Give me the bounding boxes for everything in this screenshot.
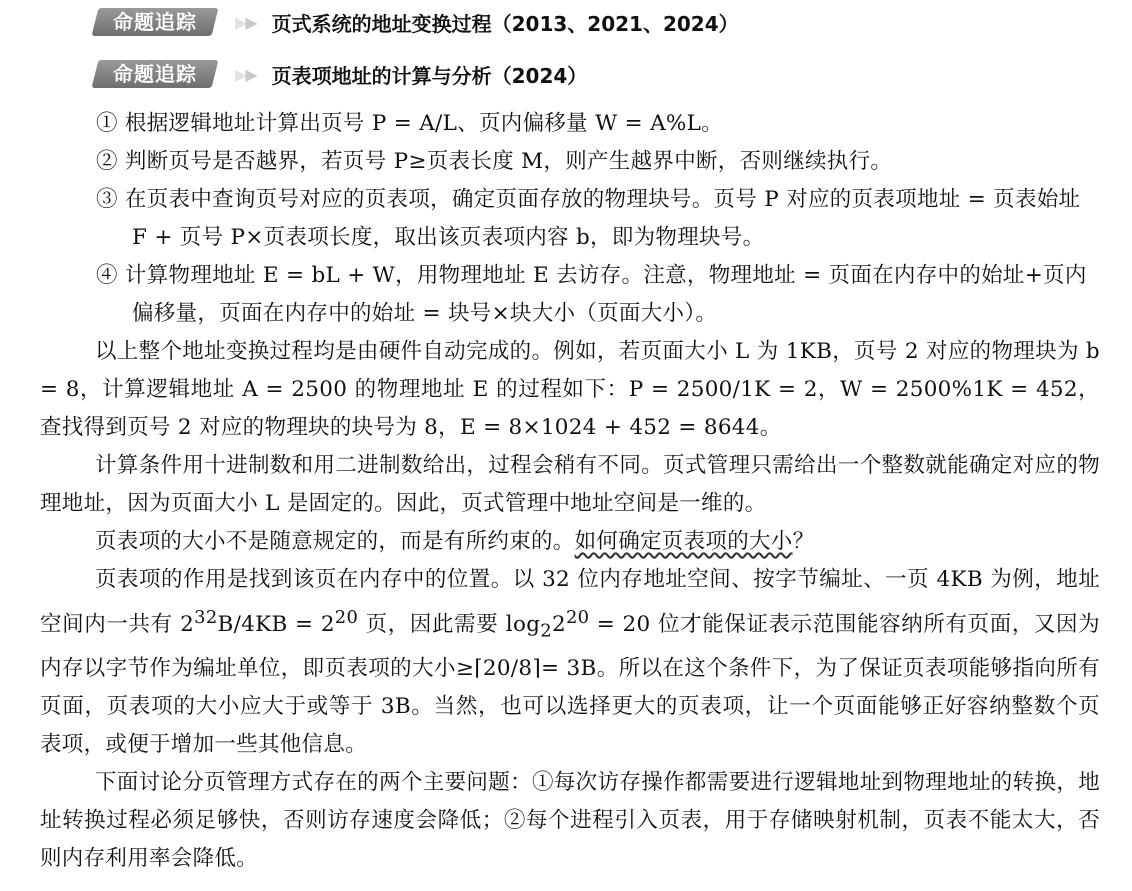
emphasis-question: 如何确定页表项的大小 (574, 529, 793, 554)
paragraph-page-entry-size: 页表项的大小不是随意规定的，而是有所约束的。如何确定页表项的大小？ (95, 529, 815, 554)
step-1: ① 根据逻辑地址计算出页号 P = A/L、页内偏移量 W = A%L。 (96, 111, 724, 136)
topic-tag-2 (95, 58, 587, 90)
step-4: ④ 计算物理地址 E = bL + W，用物理地址 E 去访存。注意，物理地址 = 页面在内存中的始址+页内偏移量，页面在内存中的始址 = 块号×块大小（页面大小）。 (96, 263, 1087, 326)
paragraph-one-dimensional: 计算条件用十进制数和用二进制数给出，过程会稍有不同。页式管理只需给出一个整数就能确定对应的物理地址，因为页面大小 L 是固定的。因此，页式管理中地址空间是一维的。 (40, 453, 1100, 516)
topic-title: 页表项地址的计算与分析（2024） (271, 63, 588, 88)
topic-badge: 命题追踪 (92, 8, 219, 36)
double-arrow-icon: ▶▶ (235, 64, 258, 84)
paragraph-example: 以上整个地址变换过程均是由硬件自动完成的。例如，若页面大小 L 为 1KB，页号 2 对应的物理块为 b = 8，计算逻辑地址 A = 2500 的物理地址 E 的过程如下：P = 2500/1K = 2，W = 2500%1K = 452，查找得到页号 2 对应的物理块的块号为 8，E = 8×1024 + 452 = 8644。 (40, 339, 1100, 440)
paragraph-two-problems: 下面讨论分页管理方式存在的两个主要问题：①每次访存操作都需要进行逻辑地址到物理地址的转换，地址转换过程必须足够快，否则访存速度会降低；②每个进程引入页表，用于存储映射机制，页表不能太大，否则内存利用率会降低。 (40, 770, 1100, 872)
step-2: ② 判断页号是否越界，若页号 P≥页表长度 M，则产生越界中断，否则继续执行。 (96, 149, 893, 174)
topic-title: 页式系统的地址变换过程（2013、2021、2024） (271, 11, 739, 36)
document-body (40, 105, 1100, 878)
topic-badge: 命题追踪 (92, 60, 219, 88)
double-arrow-icon: ▶▶ (235, 12, 258, 32)
topic-tag-1 (95, 6, 739, 38)
paragraph-page-entry-role: 页表项的作用是找到该页在内存中的位置。以 32 位内存地址空间、按字节编址、一页 4KB 为例，地址空间内一共有 $2^{32}B/4KB = 2^{20}$ 页，因此需要 $\log_22^{20} = 20$ 位才能保证表示范围能容纳所有页面，又因为内存以字节作为编址单位，即页表项的大小≥⌈20/8⌉= 3B。所以在这个条件下，为了保证页表项能够指向所有页面，页表项的大小应大于或等于 3B。当然，也可以选择更大的页表项，让一个页面能够正好容纳整数个页表项，或便于增加一些其他信息。 (40, 567, 1100, 758)
step-3: ③ 在页表中查询页号对应的页表项，确定页面存放的物理块号。页号 P 对应的页表项地址 = 页表始址 F + 页号 P×页表项长度，取出该页表项内容 b，即为物理块号。 (96, 187, 1081, 250)
